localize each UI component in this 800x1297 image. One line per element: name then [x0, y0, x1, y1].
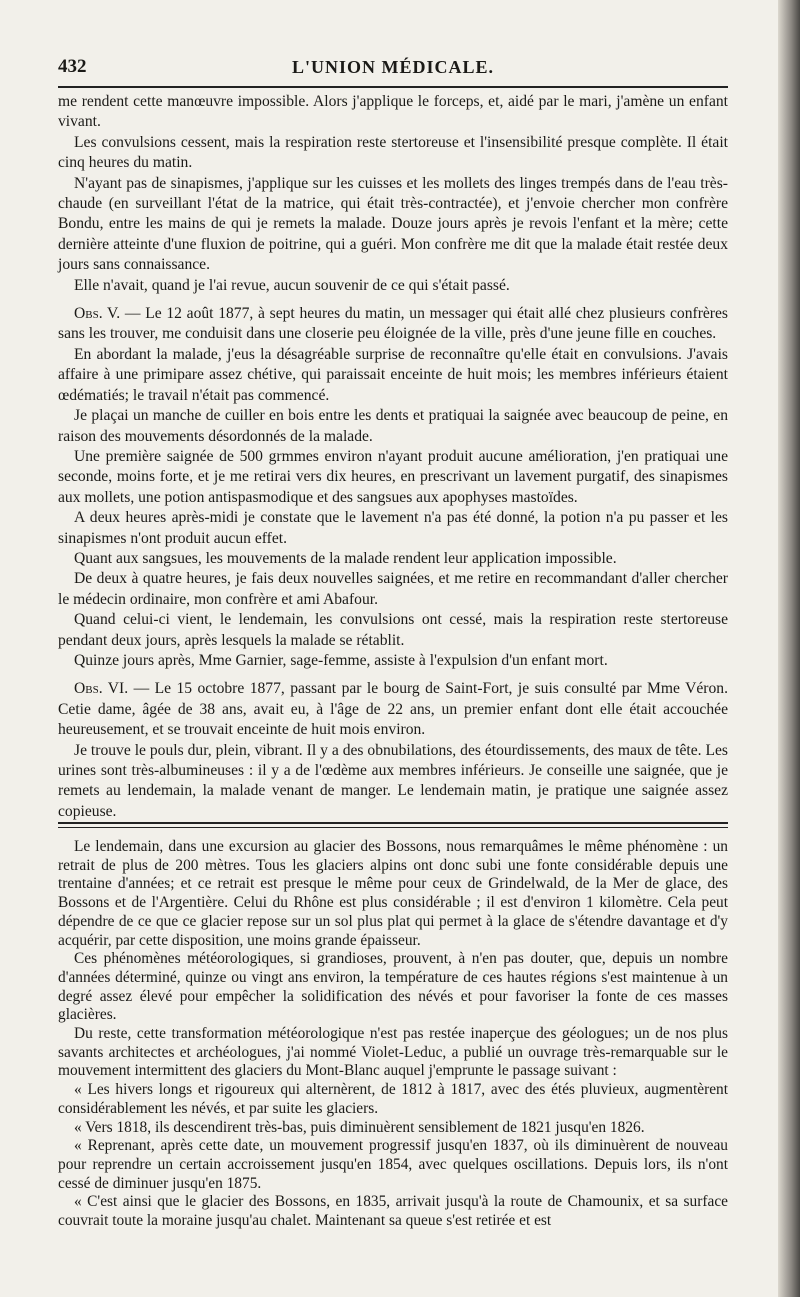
paragraph: A deux heures après-midi je constate que le lavement n'a pas été donné, la potion n'a pu passer et les sinapismes n'ont produit aucun effet. — [58, 509, 728, 547]
paragraph: Quant aux sangsues, les mouvements de la malade rendent leur application impossible. — [74, 549, 617, 567]
paragraph: Les convulsions cessent, mais la respiration reste stertoreuse et l'insensibilité presque complète. Il était cinq heures du matin. — [58, 133, 728, 172]
observation-6 — [58, 679, 728, 740]
main-article — [58, 92, 728, 822]
section-divider-thick — [58, 822, 728, 824]
quoted-paragraph: « C'est ainsi que le glacier des Bossons, en 1835, arrivait jusqu'à la route de Chamounix, et sa surface couvrait toute la moraine jusqu'au chalet. Maintenant sa queue s'est retirée et est — [58, 1193, 728, 1230]
quoted-paragraph: « Reprenant, après cette date, un mouvement progressif jusqu'en 1837, où ils diminuèrent de nouveau pour reprendre un certain accroissement jusqu'en 1854, avec quelques oscillations. Depuis lors, ils n'ont cessé de diminuer jusqu'en 1875. — [58, 1137, 728, 1192]
observation-text: — Le 15 octobre 1877, passant par le bourg de Saint-Fort, je suis consulté par Mme Véron. Cetie dame, âgée de 38 ans, avait eu, à l'âge de 22 ans, un premier enfant dont elle était accouchée heureusement, et se trouvait enceinte de huit mois environ. — [58, 680, 728, 739]
running-title: L'UNION MÉDICALE. — [291, 57, 495, 77]
paragraph: Je trouve le pouls dur, plein, vibrant. Il y a des obnubilations, des étourdissements, des maux de tête. Les urines sont très-albumineuses : il y a de l'œdème aux membres inférieurs. Je conseille une saignée, que je remets au lendemain, la malade venant de manger. Le lendemain matin, je pratique une saignée assez copieuse. — [58, 741, 728, 820]
paragraph: Je plaçai un manche de cuiller en bois entre les dents et pratiquai la saignée avec beaucoup de peine, en raison des mouvements désordonnés de la malade. — [58, 407, 728, 445]
quoted-paragraph: « Vers 1818, ils descendirent très-bas, puis diminuèrent sensiblement de 1821 jusqu'en 1826. — [74, 1118, 645, 1136]
paragraph: Une première saignée de 500 grmmes environ n'ayant produit aucune amélioration, j'en pratiquai une seconde, moins forte, et je me retirai vers dix heures, en prescrivant un lavement purgatif, des sinapismes aux mollets, une potion antispasmodique et des sangsues aux apophyses mastoïdes. — [58, 447, 728, 506]
header-rule — [58, 86, 728, 88]
paragraph: Ces phénomènes météorologiques, si grandioses, prouvent, à n'en pas douter, que, depuis un nombre d'années déterminé, quinze ou vingt ans environ, la température de ces hautes régions s'est maintenue à un degré assez élevé pour empêcher la solidification des névés et pour favoriser la fonte de ces masses glacières. — [58, 950, 728, 1024]
book-binding-edge — [778, 0, 800, 1297]
paragraph: Du reste, cette transformation météorologique n'est pas restée inaperçue des géologues; un de nos plus savants architectes et archéologues, j'ai nommé Violet-Leduc, a publié un ouvrage très-remarquable sur le mouvement intermittent des glaciers du Mont-Blanc auquel j'emprunte le passage suivant : — [58, 1025, 728, 1080]
observation-text: — Le 12 août 1877, à sept heures du matin, un messager qui était allé chez plusieurs confrères sans les trouver, me conduisit dans une closerie peu éloignée de la ville, près d'une jeune fille en couches. — [58, 305, 728, 343]
paragraph: Quinze jours après, Mme Garnier, sage-femme, assiste à l'expulsion d'un enfant mort. — [74, 651, 608, 669]
page-header — [58, 56, 728, 82]
quoted-paragraph: « Les hivers longs et rigoureux qui alternèrent, de 1812 à 1817, avec des étés pluvieux, augmentèrent considérablement les névés, et par suite les glaciers. — [58, 1081, 728, 1117]
paragraph: me rendent cette manœuvre impossible. Alors j'applique le forceps, et, aidé par le mari, j'amène un enfant vivant. — [58, 93, 728, 131]
paragraph: Le lendemain, dans une excursion au glacier des Bossons, nous remarquâmes le même phénomène : un retrait de plus de 200 mètres. Tous les glaciers alpins ont donc subi une fonte considérable depuis une trentaine d'années; et ce retrait est presque le même pour ceux de Grindelwald, de la Mer de glace, des Bossons et de l'Argentière. Celui du Rhône est plus considérable ; il est d'environ 1 kilomètre. Cela peut dépendre de ce que ce glacier repose sur un sol plus plat qui permet à la glace de s'étendre davantage et d'y acquérir, par cette disposition, une moins grande épaisseur. — [58, 838, 728, 949]
paragraph: Quand celui-ci vient, le lendemain, les convulsions ont cessé, mais la respiration reste stertoreuse pendant deux jours, après lesquels la malade se rétablit. — [58, 611, 728, 649]
paragraph: De deux à quatre heures, je fais deux nouvelles saignées, et me retire en recommandant d'aller chercher le médecin ordinaire, mon confrère et ami Abafour. — [58, 570, 728, 608]
observation-label: Obs. VI. — [74, 680, 129, 698]
paragraph: Elle n'avait, quand je l'ai revue, aucun souvenir de ce qui s'était passé. — [74, 276, 510, 294]
page-number: 432 — [58, 56, 87, 77]
feuilleton-article — [58, 838, 728, 1231]
paragraph: En abordant la malade, j'eus la désagréable surprise de reconnaître qu'elle était en convulsions. J'avais affaire à une primipare assez chétive, qui paraissait enceinte de huit mois; les membres inférieurs étaient œdématiés; le travail n'était pas commencé. — [58, 345, 728, 404]
section-divider-thin — [58, 827, 728, 828]
observation-label: Obs. V. — [74, 305, 121, 323]
observation-5 — [58, 304, 728, 345]
paragraph: N'ayant pas de sinapismes, j'applique sur les cuisses et les mollets des linges trempés dans de l'eau très-chaude (en surveillant l'état de la matrice, qui était très-contractée), et j'envoie chercher mon confrère Bondu, entre les mains de qui je remets la malade. Douze jours après je revois l'enfant et la mère; cette dernière atteinte d'une fluxion de poitrine, qui a guéri. Mon confrère me dit que la malade était restée deux jours sans connaissance. — [58, 174, 728, 274]
